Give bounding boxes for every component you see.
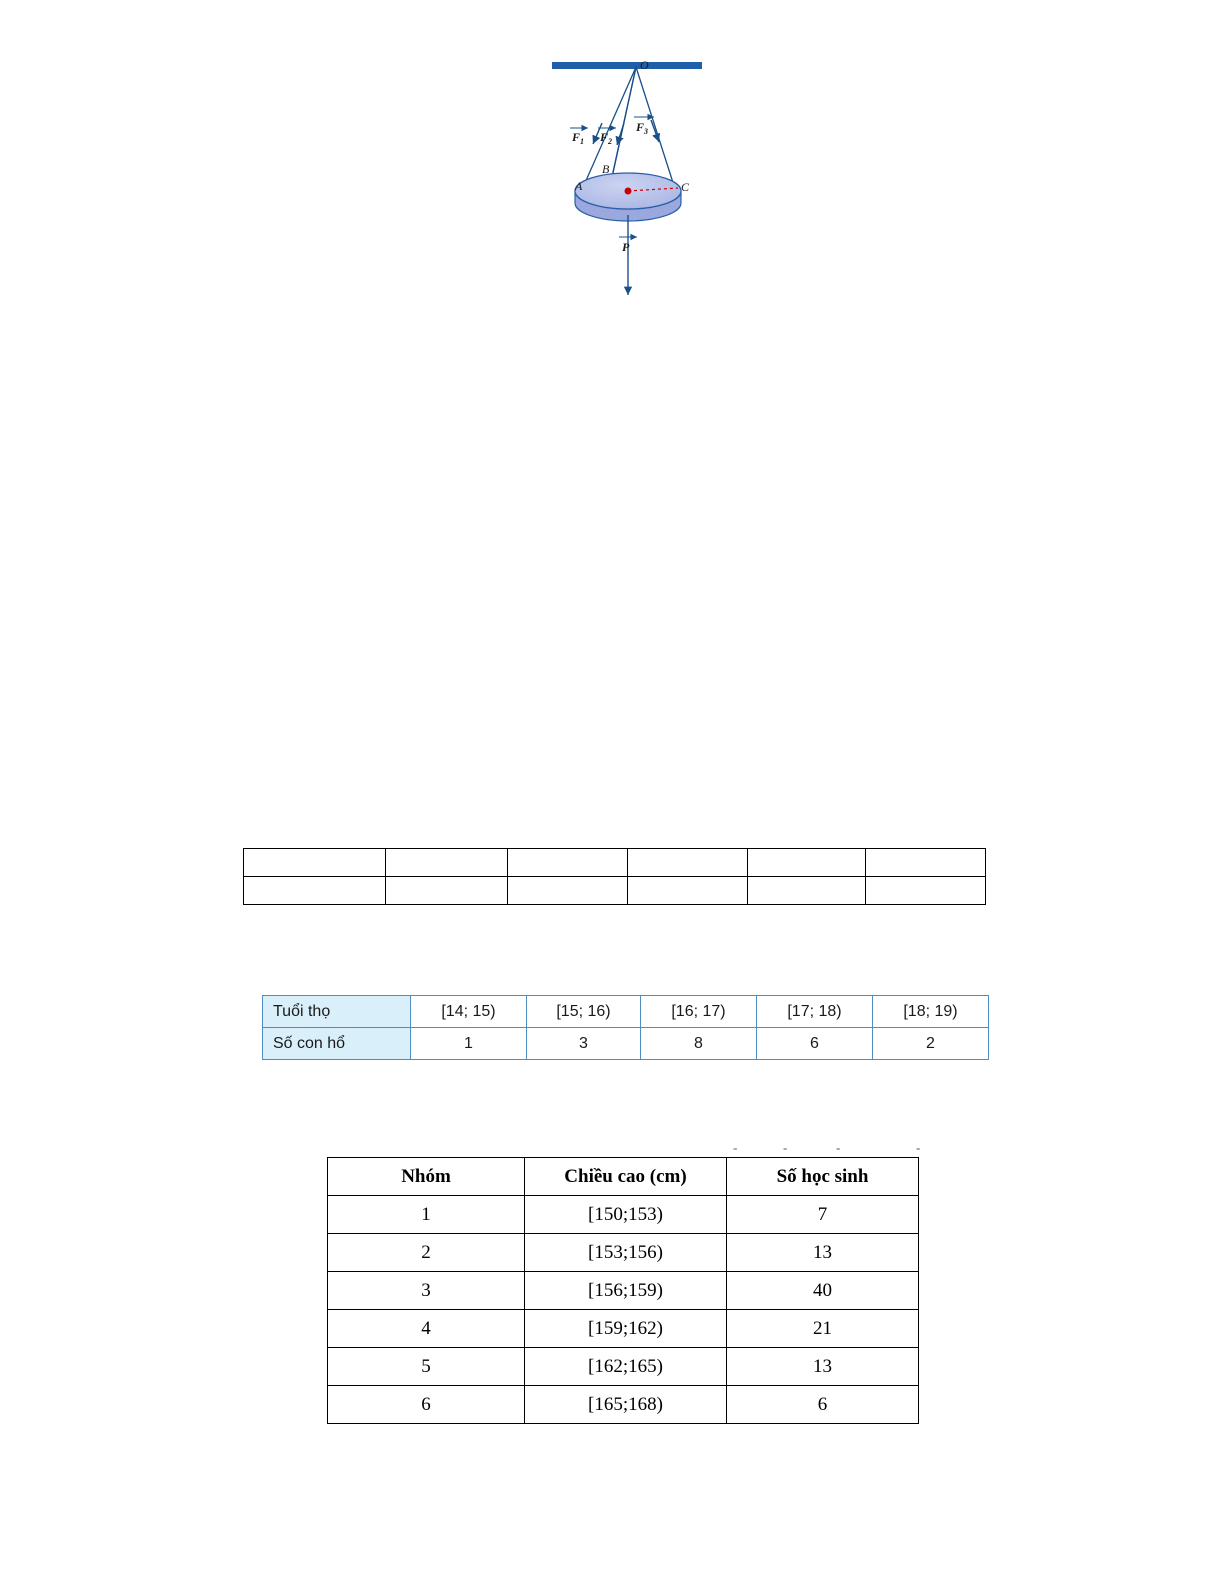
blank-cell: [866, 877, 986, 905]
blank-cell: [866, 849, 986, 877]
cell-range: [162;165): [525, 1348, 727, 1386]
cell-range: [150;153): [525, 1196, 727, 1234]
label-B: B: [602, 162, 610, 176]
blank-cell: [508, 849, 628, 877]
cell-count: 21: [727, 1310, 919, 1348]
row-label-count: Số con hổ: [263, 1028, 411, 1060]
table-row: [328, 1196, 919, 1234]
lifespan-bin: [18; 19): [873, 996, 989, 1028]
blank-cell: [748, 877, 866, 905]
blank-cell: [244, 849, 386, 877]
tiger-count: 3: [527, 1028, 641, 1060]
table-row-count: [263, 1028, 989, 1060]
cell-group: 2: [328, 1234, 525, 1272]
blank-cell: [748, 849, 866, 877]
tiger-count: 2: [873, 1028, 989, 1060]
blank-cell: [628, 877, 748, 905]
table-header-row: [328, 1158, 919, 1196]
blank-cell: [244, 877, 386, 905]
cell-group: 4: [328, 1310, 525, 1348]
blank-cell: [386, 877, 508, 905]
table-row: [328, 1386, 919, 1424]
table-row: [328, 1234, 919, 1272]
table-row: [244, 849, 986, 877]
force2-arrow: [617, 123, 624, 145]
table-row: [328, 1272, 919, 1310]
cell-group: 5: [328, 1348, 525, 1386]
cell-count: 13: [727, 1348, 919, 1386]
blank-cell: [628, 849, 748, 877]
force3-arrow: [651, 120, 659, 142]
cell-range: [153;156): [525, 1234, 727, 1272]
lifespan-bin: [17; 18): [757, 996, 873, 1028]
cell-range: [165;168): [525, 1386, 727, 1424]
blank-cell: [508, 877, 628, 905]
tiger-count: 1: [411, 1028, 527, 1060]
cell-count: 13: [727, 1234, 919, 1272]
force-diagram-figure: [520, 45, 750, 315]
label-F1: $F_1$: [572, 130, 585, 146]
cell-range: [156;159): [525, 1272, 727, 1310]
lifespan-bin: [14; 15): [411, 996, 527, 1028]
cell-range: [159;162): [525, 1310, 727, 1348]
cell-count: 6: [727, 1386, 919, 1424]
student-height-table: [327, 1157, 919, 1424]
tick-mark: -: [836, 1140, 841, 1155]
table-row: [328, 1310, 919, 1348]
tick-mark: -: [916, 1140, 921, 1155]
label-C: C: [681, 180, 690, 194]
table-row-lifespan: [263, 996, 989, 1028]
header-height: Chiều cao (cm): [525, 1158, 727, 1196]
lifespan-bin: [16; 17): [641, 996, 757, 1028]
label-A: A: [575, 179, 583, 193]
label-F3: $F_3$: [636, 120, 649, 136]
tiger-count: 8: [641, 1028, 757, 1060]
label-P: P: [622, 240, 630, 254]
table-row: [244, 877, 986, 905]
tiger-lifespan-table: [262, 995, 989, 1060]
tick-mark: -: [733, 1140, 738, 1155]
cell-count: 40: [727, 1272, 919, 1310]
cell-count: 7: [727, 1196, 919, 1234]
lifespan-bin: [15; 16): [527, 996, 641, 1028]
blank-grid: [243, 848, 986, 905]
row-label-lifespan: Tuổi thọ: [263, 996, 411, 1028]
cell-group: 6: [328, 1386, 525, 1424]
blank-cell: [386, 849, 508, 877]
cell-group: 3: [328, 1272, 525, 1310]
table-row: [328, 1348, 919, 1386]
cell-group: 1: [328, 1196, 525, 1234]
tiger-count: 6: [757, 1028, 873, 1060]
label-O: O: [640, 58, 649, 72]
center-dot: [625, 188, 632, 195]
header-group: Nhóm: [328, 1158, 525, 1196]
label-F2: $F_2$: [600, 130, 613, 146]
tick-mark: -: [783, 1140, 788, 1155]
ceiling-beam: [552, 62, 702, 69]
header-student-count: Số học sinh: [727, 1158, 919, 1196]
